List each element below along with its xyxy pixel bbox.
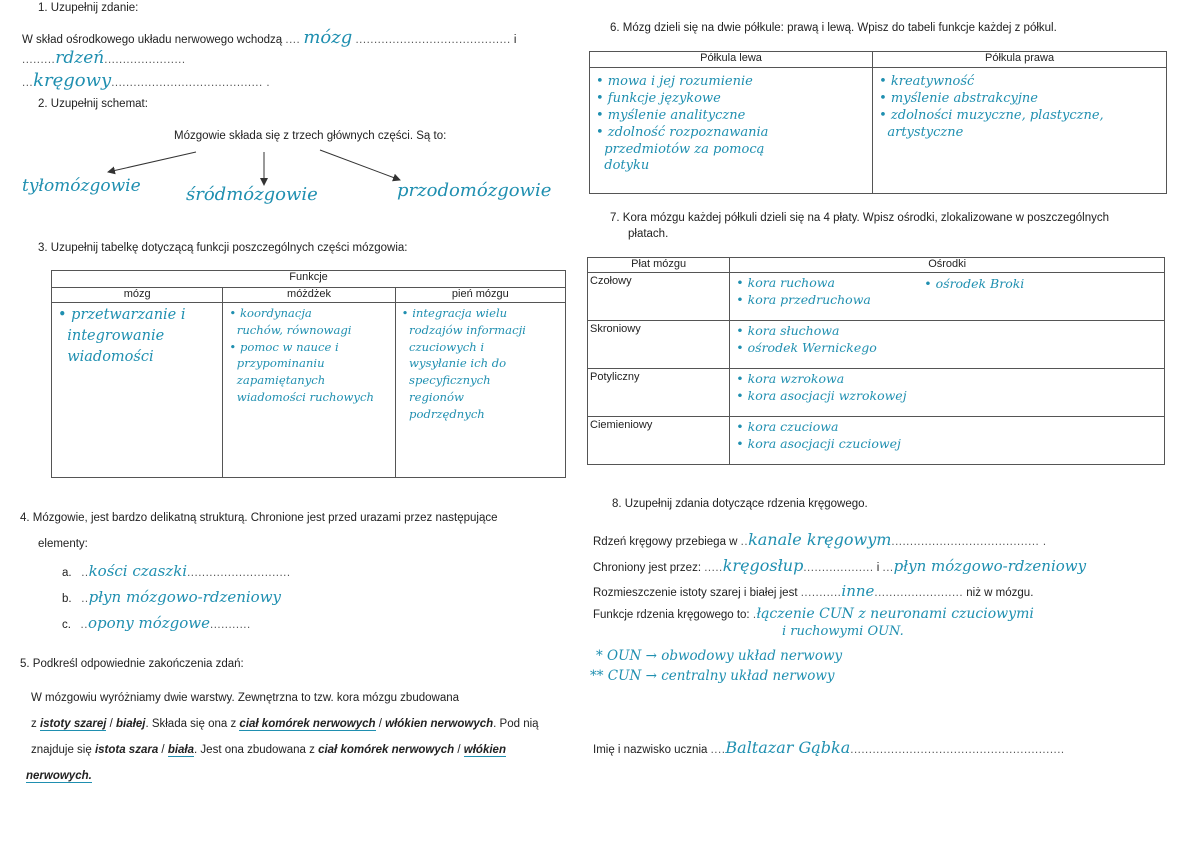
q5-heading: 5. Podkreśl odpowiednie zakończenia zdań: (20, 658, 244, 670)
q4-answer-c[interactable]: opony mózgowe (87, 614, 211, 632)
q8-answer-4[interactable]: łączenie CUN z neuronami czuciowymi (756, 606, 1034, 622)
q5-option-white-2[interactable]: biała (167, 744, 195, 756)
q7-col-centers: Ośrodki (730, 258, 1165, 273)
q5-option-grey-2[interactable]: istota szara (94, 744, 159, 756)
q5-line3: znajduje się istota szara / biała. Jest ona zbudowana z ciał komórek nerwowych / włókien (31, 744, 506, 756)
q4-item-a: a. ..kości czaszki............................ (62, 562, 291, 580)
q7-centers-parietal[interactable]: • kora czuciowa • kora asocjacji czuciowej (736, 419, 901, 451)
arrow-left (108, 152, 196, 172)
q8-answer-4b[interactable]: i ruchowymi OUN. (782, 624, 904, 639)
q8-answer-2a[interactable]: kręgosłup (722, 556, 804, 575)
q5-option-fibers-2b[interactable]: nerwowych. (26, 770, 92, 782)
q8-sentence-3: Rozmieszczenie istoty szarej i białej jest ...........inne........................ niż w mózgu. (593, 582, 1034, 600)
q3-table-title: Funkcje (52, 271, 566, 288)
q6-col-right: Półkula prawa (873, 52, 1167, 68)
q5-option-cell-bodies[interactable]: ciał komórek nerwowych (239, 718, 376, 730)
q7-lobe-occipital: Potyliczny (588, 369, 730, 417)
q7-centers-occipital[interactable]: • kora wzrokowa • kora asocjacji wzrokowej (736, 371, 907, 403)
q1-answer-3[interactable]: kręgowy (33, 70, 112, 91)
q2-part-1[interactable]: tyłomózgowie (22, 176, 141, 196)
q2-part-3[interactable]: przodomózgowie (397, 180, 552, 201)
q5-option-grey-matter[interactable]: istoty szarej (39, 718, 107, 730)
q5-option-fibers-2[interactable]: włókien (463, 744, 506, 756)
q2-part-2[interactable]: śródmózgowie (186, 184, 318, 205)
q8-name-line: Imię i nazwisko ucznia ....Baltazar Gąbka.......................................................... (593, 738, 1065, 757)
q3-cell-brain[interactable]: • przetwarzanie i integrowanie wiadomości (58, 307, 186, 366)
q7-heading2: płatach. (628, 228, 669, 240)
q1-sentence: W skład ośrodkowego układu nerwowego wchodzą .... mózg .......................................... i (22, 27, 517, 48)
q4-heading2: elementy: (38, 538, 88, 550)
q3-cell-brainstem[interactable]: • integracja wielu rodzajów informacji czuciowych i wysyłanie ich do specyficznych regionów podrzędnych (401, 306, 526, 421)
q5-line2: z istoty szarej / białej. Składa się ona z ciał komórek nerwowych / włókien nerwowych. Pod nią (31, 718, 539, 730)
q1-heading: 1. Uzupełnij zdanie: (38, 2, 139, 14)
q6-right-functions[interactable]: • kreatywność • myślenie abstrakcyjne • zdolności muzyczne, plastyczne, artystyczne (879, 74, 1104, 140)
q8-note-1: * OUN → obwodowy układ nerwowy (596, 648, 843, 664)
q1-line3: ...kręgowy......................................... . (22, 70, 271, 91)
q7-row-temporal (588, 321, 1165, 369)
q7-lobe-parietal: Ciemieniowy (588, 417, 730, 465)
q1-connector: i (513, 34, 517, 46)
q5-line1: W mózgowiu wyróżniamy dwie warstwy. Zewnętrzna to tzw. kora mózgu zbudowana (31, 692, 460, 704)
q8-answer-2b[interactable]: płyn mózgowo-rdzeniowy (893, 557, 1087, 575)
q4-item-b: b. ..płyn mózgowo-rdzeniowy (62, 588, 282, 606)
q7-centers-frontal-extra[interactable]: • ośrodek Broki (924, 276, 1025, 291)
q3-col-cerebellum: móżdżek (223, 288, 395, 303)
q7-centers-frontal[interactable]: • kora ruchowa • kora przedruchowa (736, 275, 871, 307)
q8-sentence-4: Funkcje rdzenia kręgowego to: .łączenie CUN z neuronami czuciowymi (593, 606, 1034, 622)
q4-item-c: c. ..opony mózgowe........... (62, 614, 251, 632)
q1-answer-2[interactable]: rdzeń (55, 48, 105, 68)
q1-text: W skład ośrodkowego układu nerwowego wchodzą (22, 34, 283, 46)
q8-answer-3[interactable]: inne (841, 582, 875, 600)
student-name[interactable]: Baltazar Gąbka (725, 738, 851, 757)
q7-row-parietal (588, 417, 1165, 465)
q8-heading: 8. Uzupełnij zdania dotyczące rdzenia kręgowego. (612, 498, 868, 510)
q6-table (589, 51, 1167, 194)
q6-left-functions[interactable]: • mowa i jej rozumienie • funkcje językowe • myślenie analityczne • zdolność rozpoznawania przedmiotów za pomocą dotyku (596, 74, 769, 174)
q5-option-white-matter[interactable]: białej (116, 718, 146, 730)
q3-col-brainstem: pień mózgu (395, 288, 565, 303)
q7-table (587, 257, 1165, 465)
q5-line4 (26, 770, 92, 782)
q2-heading: 2. Uzupełnij schemat: (38, 98, 148, 110)
q8-sentence-1: Rdzeń kręgowy przebiega w ..kanale kręgowym........................................ . (593, 530, 1047, 549)
q1-answer-1[interactable]: mózg (303, 27, 353, 48)
q6-col-left: Półkula lewa (590, 52, 873, 68)
q7-heading: 7. Kora mózgu każdej półkuli dzieli się na 4 płaty. Wpisz ośrodki, zlokalizowane w poszczególnych (610, 212, 1109, 224)
q7-row-frontal (588, 273, 1165, 321)
q1-line2: .........rdzeń...................... (22, 48, 186, 68)
q3-table (51, 270, 566, 478)
q4-answer-b[interactable]: płyn mózgowo-rdzeniowy (88, 588, 282, 606)
q7-lobe-temporal: Skroniowy (588, 321, 730, 369)
q7-lobe-frontal: Czołowy (588, 273, 730, 321)
q8-note-2: ** CUN → centralny układ nerwowy (590, 668, 835, 684)
q8-sentence-2: Chroniony jest przez: .....kręgosłup................... i ...płyn mózgowo-rdzeniowy (593, 556, 1087, 575)
q3-col-brain: mózg (52, 288, 223, 303)
q3-heading: 3. Uzupełnij tabelkę dotyczącą funkcji poszczególnych części mózgowia: (38, 242, 408, 254)
q4-answer-a[interactable]: kości czaszki (88, 562, 188, 580)
q7-row-occipital (588, 369, 1165, 417)
q5-option-fibers[interactable]: włókien nerwowych (385, 718, 494, 730)
arrow-right (320, 150, 400, 180)
q7-col-lobe: Płat mózgu (588, 258, 730, 273)
q6-heading: 6. Mózg dzieli się na dwie półkule: prawą i lewą. Wpisz do tabeli funkcje każdej z półkul. (610, 22, 1057, 34)
q4-heading: 4. Mózgowie, jest bardzo delikatną strukturą. Chronione jest przed urazami przez następujące (20, 512, 498, 524)
q3-cell-cerebellum[interactable]: • koordynacja ruchów, równowagi • pomoc w nauce i przypominaniu zapamiętanych wiadomości ruchowych (229, 306, 374, 404)
q2-prompt: Mózgowie składa się z trzech głównych części. Są to: (174, 130, 447, 142)
q8-answer-1[interactable]: kanale kręgowym (748, 530, 892, 549)
q7-centers-temporal[interactable]: • kora słuchowa • ośrodek Wernickego (736, 323, 877, 355)
q5-option-cell-bodies-2[interactable]: ciał komórek nerwowych (318, 744, 455, 756)
